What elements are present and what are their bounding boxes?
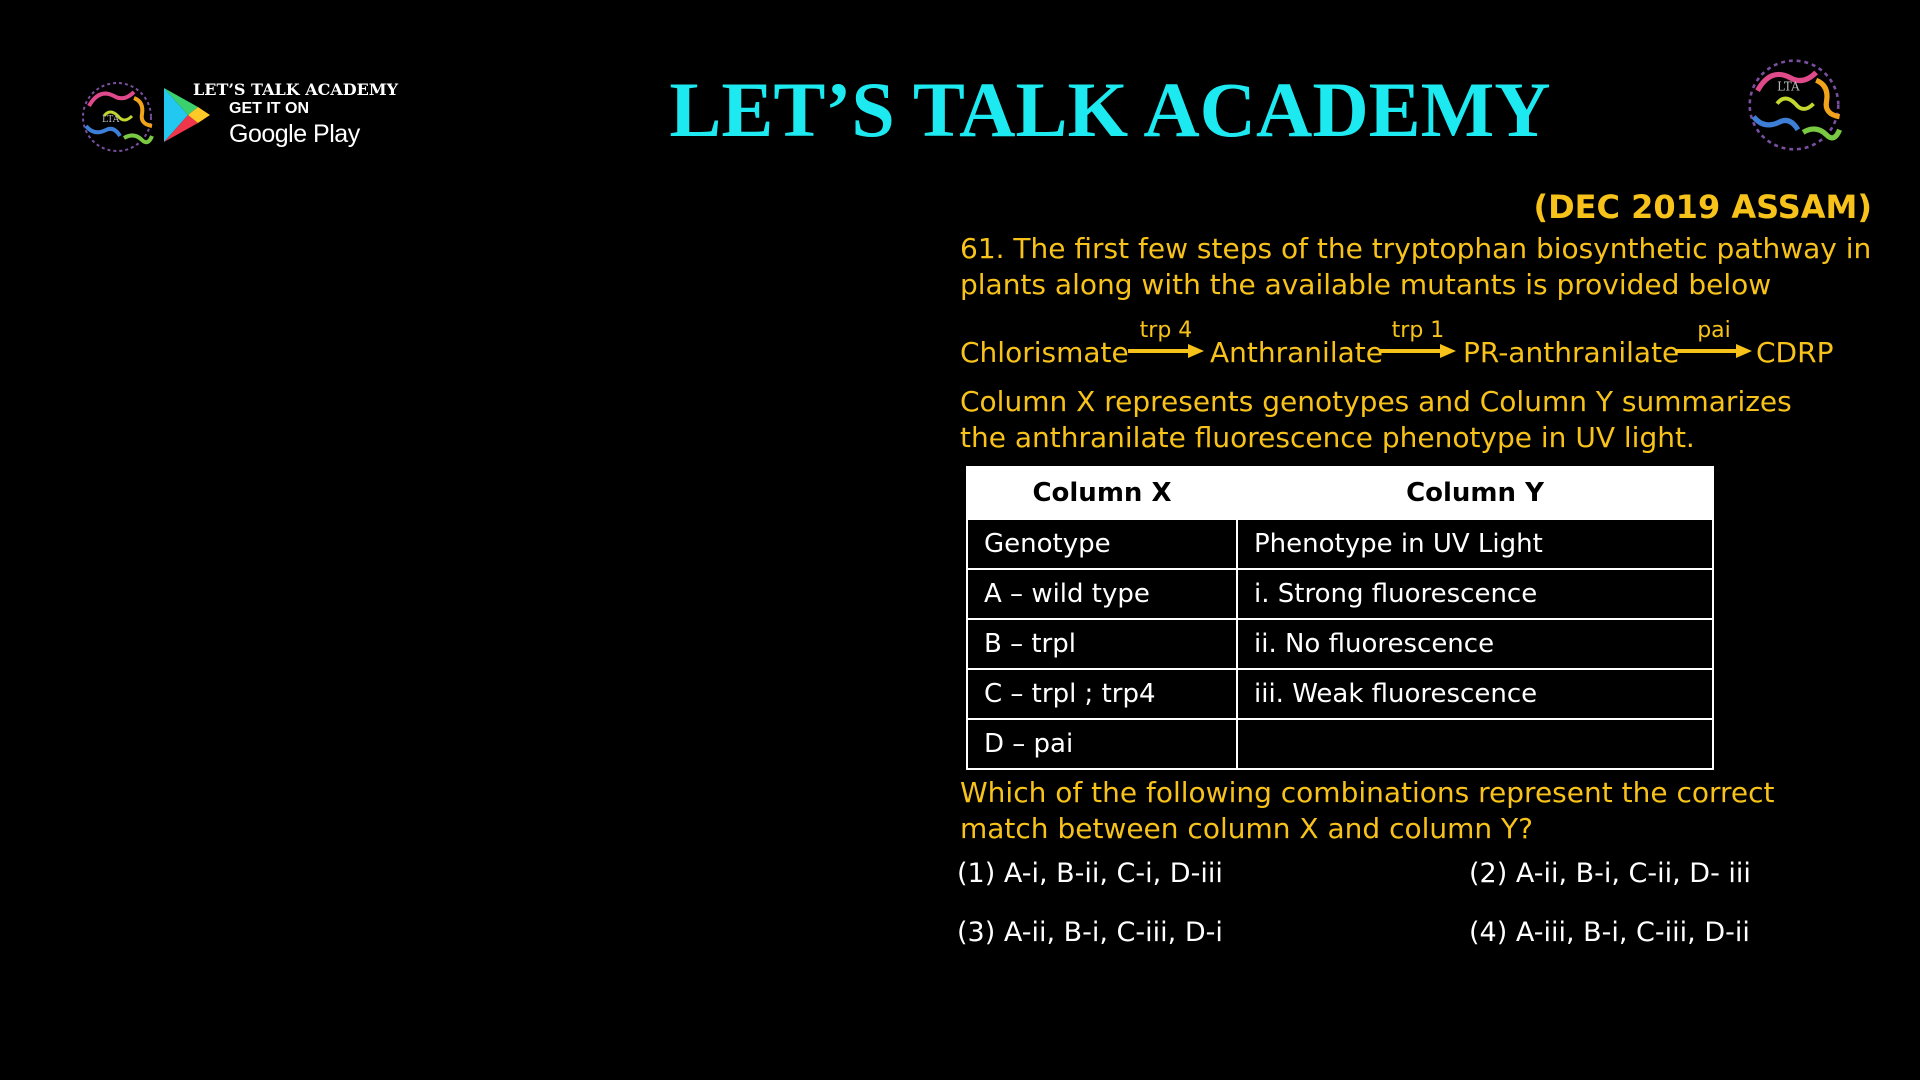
store-badge-line2[interactable]: Google Play xyxy=(229,120,360,148)
prompt-line1: Which of the following combinations represent the correct xyxy=(960,776,1775,809)
table-row xyxy=(967,569,1713,619)
table-row xyxy=(967,719,1713,769)
pathway-arrow-trp4 xyxy=(1126,318,1206,358)
table-row xyxy=(967,619,1713,669)
table-cell: C – trpl ; trp4 xyxy=(967,669,1237,719)
question-stem-line1: 61. The first few steps of the tryptophan biosynthetic pathway in xyxy=(960,232,1872,265)
pathway-node-anthranilate: Anthranilate xyxy=(1210,336,1383,369)
match-table xyxy=(966,466,1714,762)
table-cell: Genotype xyxy=(967,519,1237,569)
page-title: LET’S TALK ACADEMY xyxy=(669,66,1551,153)
option-4[interactable]: (4) A-iii, B-i, C-iii, D-ii xyxy=(1469,917,1750,948)
table-cell xyxy=(1237,719,1713,769)
table-cell: ii. No fluorescence xyxy=(1237,619,1713,669)
table-row xyxy=(967,519,1713,569)
brand-name: LET’S TALK ACADEMY xyxy=(193,80,398,99)
question-stem-line2: plants along with the available mutants is provided below xyxy=(960,268,1772,301)
table-cell: A – wild type xyxy=(967,569,1237,619)
column-y-header: Column Y xyxy=(1237,467,1713,519)
column-intro-line1: Column X represents genotypes and Column Y summarizes xyxy=(960,385,1792,418)
pathway-arrow-pai xyxy=(1674,318,1754,358)
table-row xyxy=(967,669,1713,719)
prompt-line2: match between column X and column Y? xyxy=(960,812,1534,845)
google-play-icon[interactable] xyxy=(160,86,212,144)
column-x-header: Column X xyxy=(967,467,1237,519)
column-intro-line2: the anthranilate fluorescence phenotype in UV light. xyxy=(960,421,1695,454)
table-cell: D – pai xyxy=(967,719,1237,769)
brand-block xyxy=(160,80,410,160)
arrow-label-trp1: trp 1 xyxy=(1391,318,1445,343)
pathway-node-cdrp: CDRP xyxy=(1756,336,1834,369)
pathway-diagram xyxy=(960,318,1860,378)
pathway-node-pr-anthranilate: PR-anthranilate xyxy=(1463,336,1680,369)
table-cell: Phenotype in UV Light xyxy=(1237,519,1713,569)
pathway-node-chlorismate: Chlorismate xyxy=(960,336,1129,369)
arrow-label-pai: pai xyxy=(1697,318,1731,343)
table-cell: iii. Weak fluorescence xyxy=(1237,669,1713,719)
store-badge-line1: GET IT ON xyxy=(229,100,309,117)
table-header-row xyxy=(967,467,1713,519)
option-3[interactable]: (3) A-ii, B-i, C-iii, D-i xyxy=(957,917,1223,948)
table-cell: i. Strong fluorescence xyxy=(1237,569,1713,619)
right-arrow-icon xyxy=(1674,344,1754,358)
protein-structure-logo-right xyxy=(1738,50,1850,160)
exam-tag: (DEC 2019 ASSAM) xyxy=(1533,188,1872,226)
option-2[interactable]: (2) A-ii, B-i, C-ii, D- iii xyxy=(1469,858,1751,889)
table-cell: B – trpl xyxy=(967,619,1237,669)
option-1[interactable]: (1) A-i, B-ii, C-i, D-iii xyxy=(957,858,1223,889)
right-arrow-icon xyxy=(1126,344,1206,358)
svg-text:LTA: LTA xyxy=(1777,79,1800,94)
protein-structure-logo-left xyxy=(74,76,160,158)
pathway-arrow-trp1 xyxy=(1378,318,1458,358)
svg-text:LTA: LTA xyxy=(102,115,120,125)
right-arrow-icon xyxy=(1378,344,1458,358)
arrow-label-trp4: trp 4 xyxy=(1139,318,1193,343)
